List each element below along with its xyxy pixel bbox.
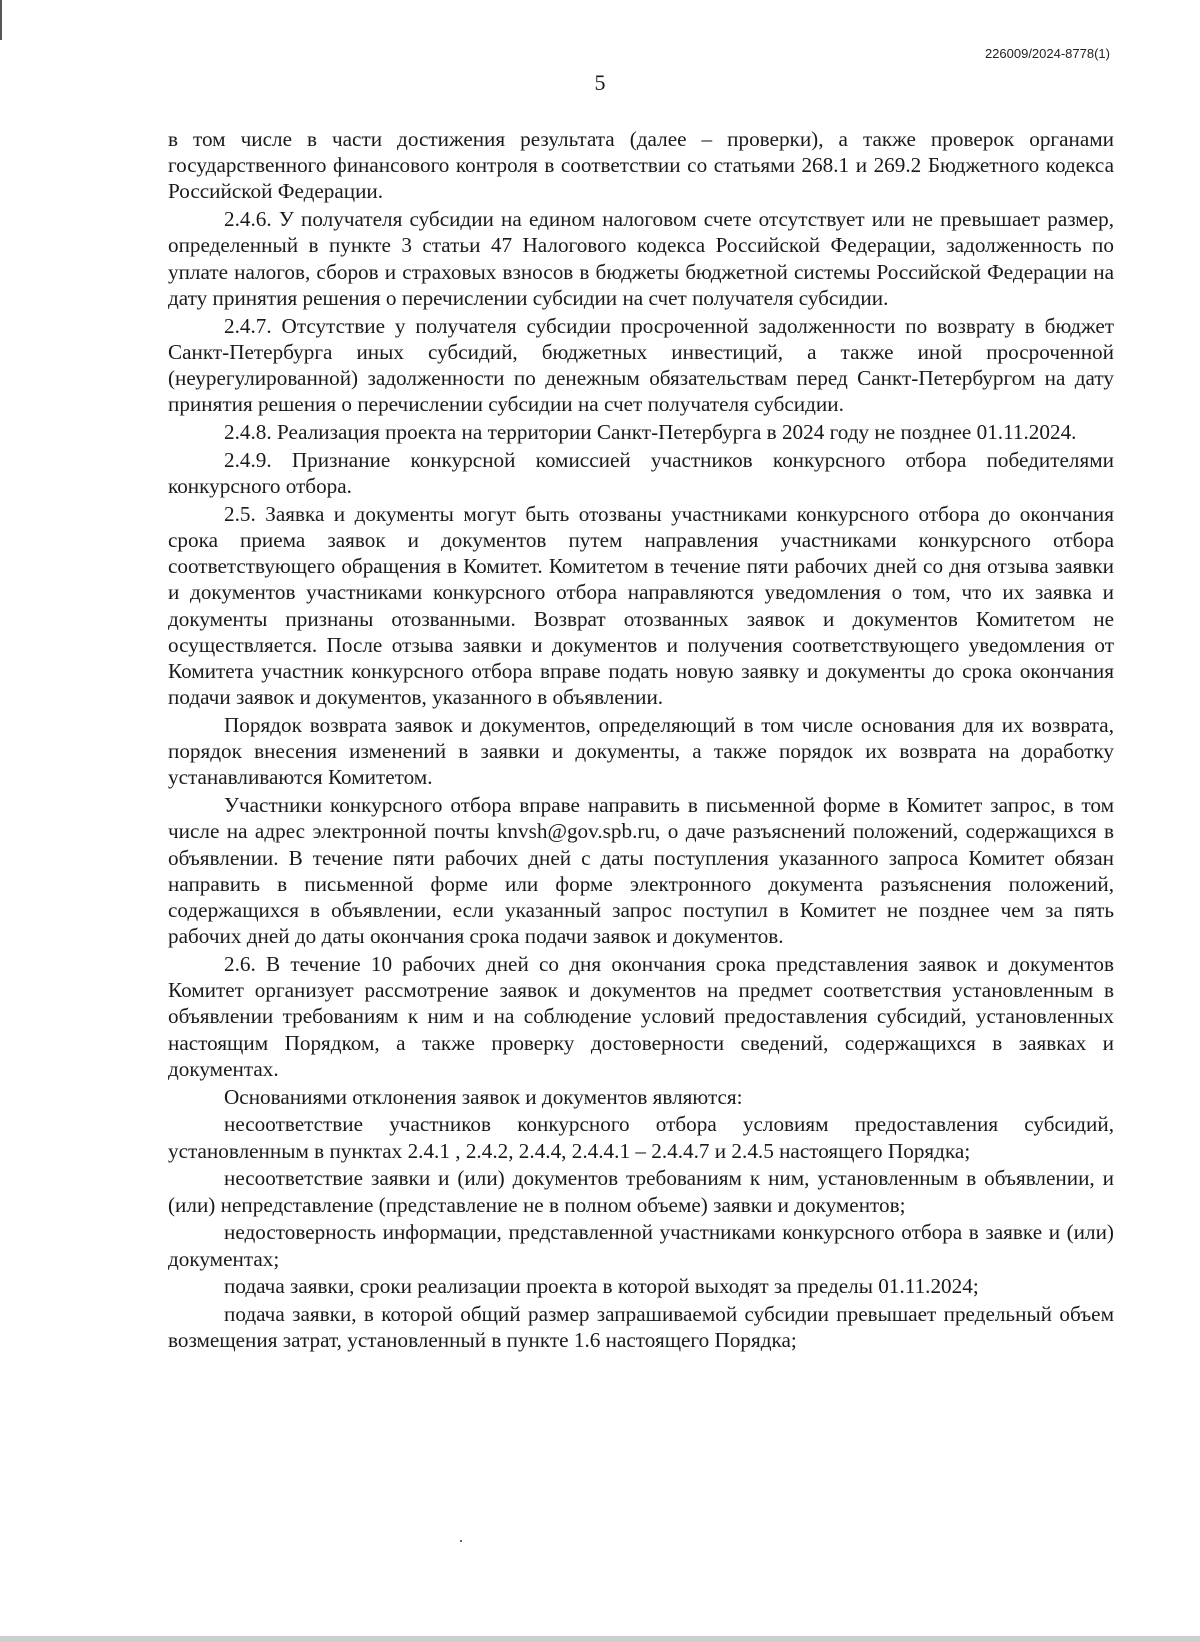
scan-bottom-edge	[0, 1636, 1200, 1642]
paragraph-rejection-grounds: Основаниями отклонения заявок и документов являются:	[224, 1084, 743, 1109]
list-item-documents-mismatch: несоответствие заявки и (или) документов требованиям к ним, установленным в объявлении, и (или) непредставление (представление не в полном объеме) заявки и документов;	[168, 1166, 1114, 1217]
paragraph-2-4-9: 2.4.9. Признание конкурсной комиссией участников конкурсного отбора победителями конкурсного отбора.	[168, 447, 1114, 499]
scan-speck	[460, 1540, 462, 1542]
paragraph-2-4-8: 2.4.8. Реализация проекта на территории Санкт-Петербурга в 2024 году не позднее 01.11.2024.	[224, 420, 1077, 445]
document-registration-number: 226009/2024-8778(1)	[984, 46, 1110, 61]
list-item-subsidy-limit-exceeded: подача заявки, в которой общий размер запрашиваемой субсидии превышает предельный объем возмещения затрат, установленный в пункте 1.6 настоящего Порядка;	[168, 1302, 1114, 1353]
paragraph-2-5: 2.5. Заявка и документы могут быть отозваны участниками конкурсного отбора до окончания срока приема заявок и документов путем направления участниками конкурсного отбора соответствующего обращения в Комитет. Комитетом в течение пяти рабочих дней со дня отзыва заявки и документов участниками конкурсного отбора направляются уведомления о том, что их заявка и документы признаны отозванными. Возврат отозванных заявок и документов Комитетом не осуществляется. После отзыва заявки и документов и получения соответствующего уведомления от Комитета участник конкурсного отбора вправе подать новую заявку и документы до срока окончания подачи заявок и документов, указанного в объявлении.	[168, 501, 1114, 710]
paragraph-2-4-7: 2.4.7. Отсутствие у получателя субсидии просроченной задолженности по возврату в бюджет Санкт-Петербурга иных субсидий, бюджетных инвестиций, а также иной просроченной (неурегулированной) задолженности по денежным обязательствам перед Санкт-Петербургом на дату принятия решения о перечислении субсидии на счет получателя субсидии.	[168, 313, 1114, 417]
paragraph-clarification-request: Участники конкурсного отбора вправе направить в письменной форме в Комитет запрос, в том числе на адрес электронной почты knvsh@gov.spb.ru, о даче разъяснений положений, содержащихся в объявлении. В течение пяти рабочих дней с даты поступления указанного запроса Комитет обязан направить в письменной форме или форме электронного документа разъяснения положений, содержащихся в объявлении, если указанный запрос поступил в Комитет не позднее чем за пять рабочих дней до даты окончания срока подачи заявок и документов.	[168, 793, 1114, 949]
scan-edge-mark	[0, 0, 2, 40]
document-body	[168, 126, 1114, 1355]
paragraph-2-6: 2.6. В течение 10 рабочих дней со дня окончания срока представления заявок и документов Комитет организует рассмотрение заявок и документов на предмет соответствия установленным в объявлении требованиям к ним и на соблюдение условий предоставления субсидий, установленных настоящим Порядком, а также проверку достоверности сведений, содержащихся в заявках и документах.	[168, 952, 1114, 1081]
list-item-participant-mismatch: несоответствие участников конкурсного отбора условиям предоставления субсидий, установленным в пунктах 2.4.1 , 2.4.2, 2.4.4, 2.4.4.1 – 2.4.4.7 и 2.4.5 настоящего Порядка;	[168, 1112, 1114, 1163]
list-item-deadline-exceeded: подача заявки, сроки реализации проекта в которой выходят за пределы 01.11.2024;	[224, 1274, 979, 1299]
paragraph-continuation: в том числе в части достижения результата (далее – проверки), а также проверок органами государственного финансового контроля в соответствии со статьями 268.1 и 269.2 Бюджетного кодекса Российской Федерации.	[168, 127, 1114, 204]
paragraph-return-procedure: Порядок возврата заявок и документов, определяющий в том числе основания для их возврата, порядок внесения изменений в заявки и документы, а также порядок их возврата на доработку устанавливаются Комитетом.	[168, 713, 1114, 790]
paragraph-2-4-6: 2.4.6. У получателя субсидии на едином налоговом счете отсутствует или не превышает размер, определенный в пункте 3 статьи 47 Налогового кодекса Российской Федерации, задолженность по уплате налогов, сборов и страховых взносов в бюджеты бюджетной системы Российской Федерации на дату принятия решения о перечислении субсидии на счет получателя субсидии.	[168, 207, 1114, 310]
list-item-inaccurate-info: недостоверность информации, представленной участниками конкурсного отбора в заявке и (или) документах;	[168, 1220, 1114, 1271]
page-number: 5	[594, 70, 606, 95]
